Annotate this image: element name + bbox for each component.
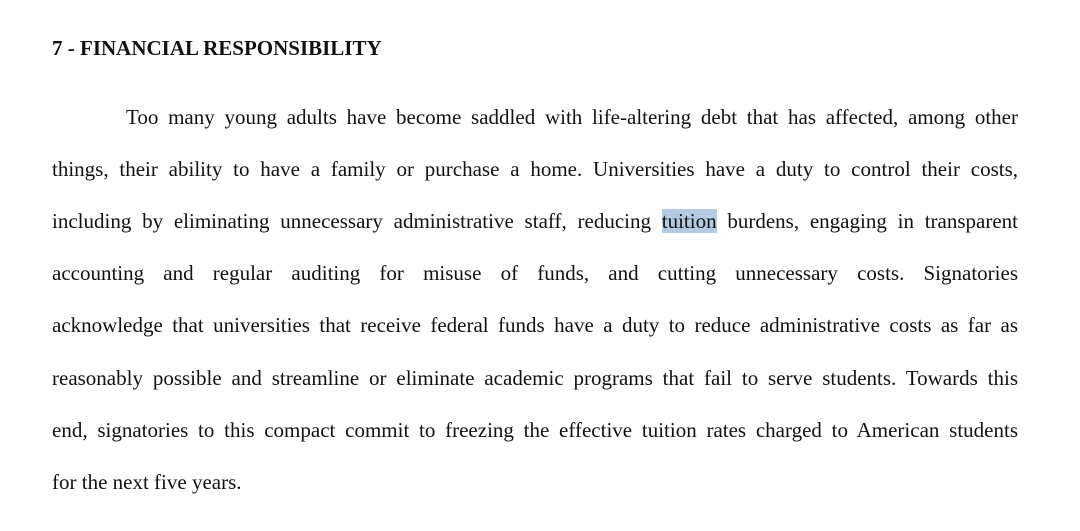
paragraph-line-4[interactable]: accounting and regular auditing for misuse of funds, and cutting unnecessary costs. Signatories xyxy=(52,261,1018,285)
paragraph-line-6[interactable]: reasonably possible and streamline or eliminate academic programs that fail to serve students. Towards this xyxy=(52,366,1018,390)
section-heading: 7 - FINANCIAL RESPONSIBILITY xyxy=(52,36,382,60)
paragraph-line-2[interactable]: things, their ability to have a family or purchase a home. Universities have a duty to control their costs, xyxy=(52,157,1018,181)
paragraph-line-8[interactable]: for the next five years. xyxy=(52,470,242,494)
paragraph-line-5[interactable]: acknowledge that universities that receive federal funds have a duty to reduce administrative costs as far as xyxy=(52,313,1018,337)
line-3-text-before: including by eliminating unnecessary administrative staff, reducing xyxy=(52,209,662,233)
paragraph-line-7[interactable]: end, signatories to this compact commit to freezing the effective tuition rates charged to American students xyxy=(52,418,1018,442)
paragraph-line-3[interactable] xyxy=(52,206,1018,236)
selected-word-tuition[interactable]: tuition xyxy=(661,209,717,233)
paragraph-line-1[interactable]: Too many young adults have become saddled with life-altering debt that has affected, among other xyxy=(126,105,1018,129)
line-3-text-after: burdens, engaging in transparent xyxy=(716,209,1018,233)
